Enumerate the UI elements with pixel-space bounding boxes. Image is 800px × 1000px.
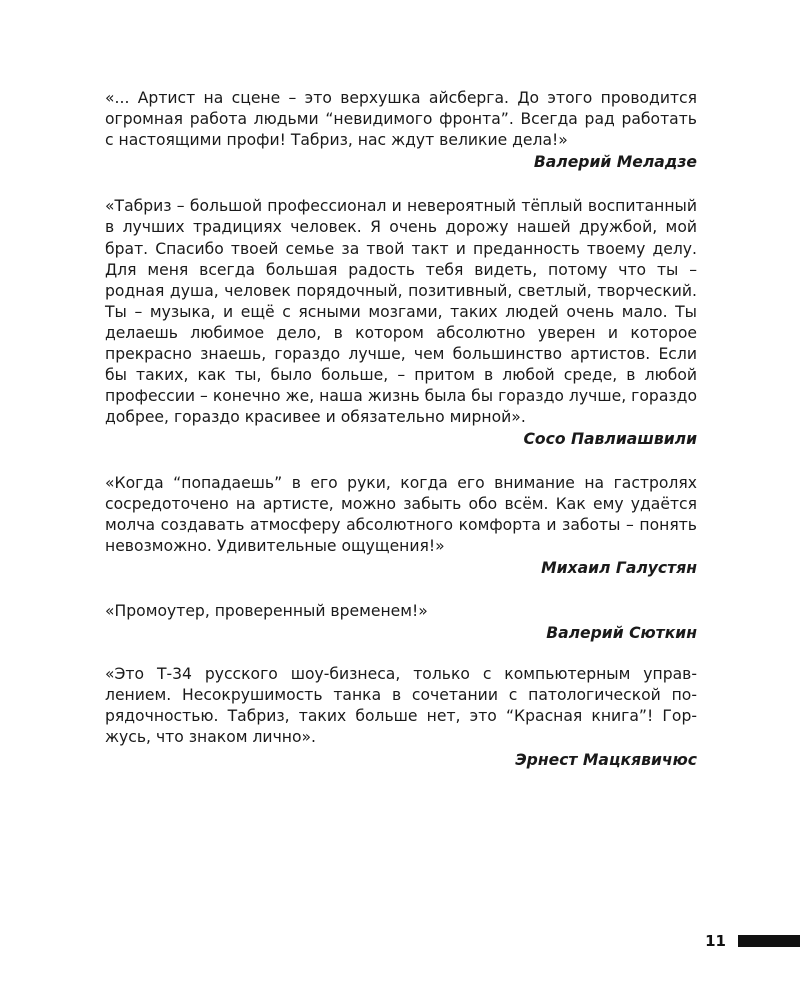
quote-block bbox=[105, 664, 697, 770]
page-footer bbox=[705, 930, 800, 952]
quote-text: «... Артист на сцене – это верхушка айсберга. До этого проводится огромная работа людьми “невидимого фронта”. Всегда рад работать с настоящими профи! Табриз, нас ждут великие дела!» bbox=[105, 89, 697, 150]
quote-author: Сосо Павлиашвили bbox=[523, 430, 697, 449]
quote-spacer bbox=[105, 451, 697, 473]
quote-spacer bbox=[105, 173, 697, 196]
page-number: 11 bbox=[705, 932, 726, 950]
quote-text: «Табриз – большой профессионал и невероятный тёплый воспитанный в лучших традициях человек. Я очень дорожу нашей дружбой, мой брат. Спасибо твоей семье за твой такт и преданность твоему делу. Для меня всегда большая радость тебя видеть, потому что ты – родная душа, человек порядочный, позитивный, светлый, творческий. Ты – музыка, и ещё с ясными мозгами, таких людей очень мало. Ты делаешь любимое дело, в котором абсолютно уверен и которое прекрасно знаешь, гораздо лучше, чем большинство артистов. Если бы таких, как ты, было больше, – притом в любой среде, в любой профессии – конечно же, наша жизнь была бы гораздо лучше, гораздо добрее, гораздо красивее и обязательно мирной». bbox=[105, 197, 697, 427]
quote-text: «Когда “попадаешь” в его руки, когда его внимание на гастролях сосредоточено на артисте, можно забыть обо всём. Как ему удаётся молча создавать атмосферу абсолютного комфорта и заботы – понять невозможно. Удивительные ощущения!» bbox=[105, 473, 697, 555]
quote-author: Эрнест Мацкявичюс bbox=[515, 750, 697, 769]
quote-block bbox=[105, 196, 697, 450]
quote-text: «Это Т-34 русского шоу-бизнеса, только с компьютерным управлением. Несокрушимость танка в сочетании с патологической порядочностью. Табриз, таких больше нет, это “Красная книга”! Горжусь, что знаком лично». bbox=[105, 665, 697, 747]
quote-spacer bbox=[105, 644, 697, 664]
quote-block bbox=[105, 601, 697, 644]
quote-author: Валерий Сюткин bbox=[546, 624, 697, 643]
quote-block bbox=[105, 473, 697, 579]
quote-block bbox=[105, 88, 697, 173]
quotes-column bbox=[105, 88, 697, 771]
quote-spacer bbox=[105, 579, 697, 601]
quote-text: «Промоутер, проверенный временем!» bbox=[105, 601, 428, 620]
quote-author: Михаил Галустян bbox=[541, 558, 697, 577]
quote-author: Валерий Меладзе bbox=[533, 153, 697, 172]
page-marker-bar bbox=[738, 935, 800, 947]
